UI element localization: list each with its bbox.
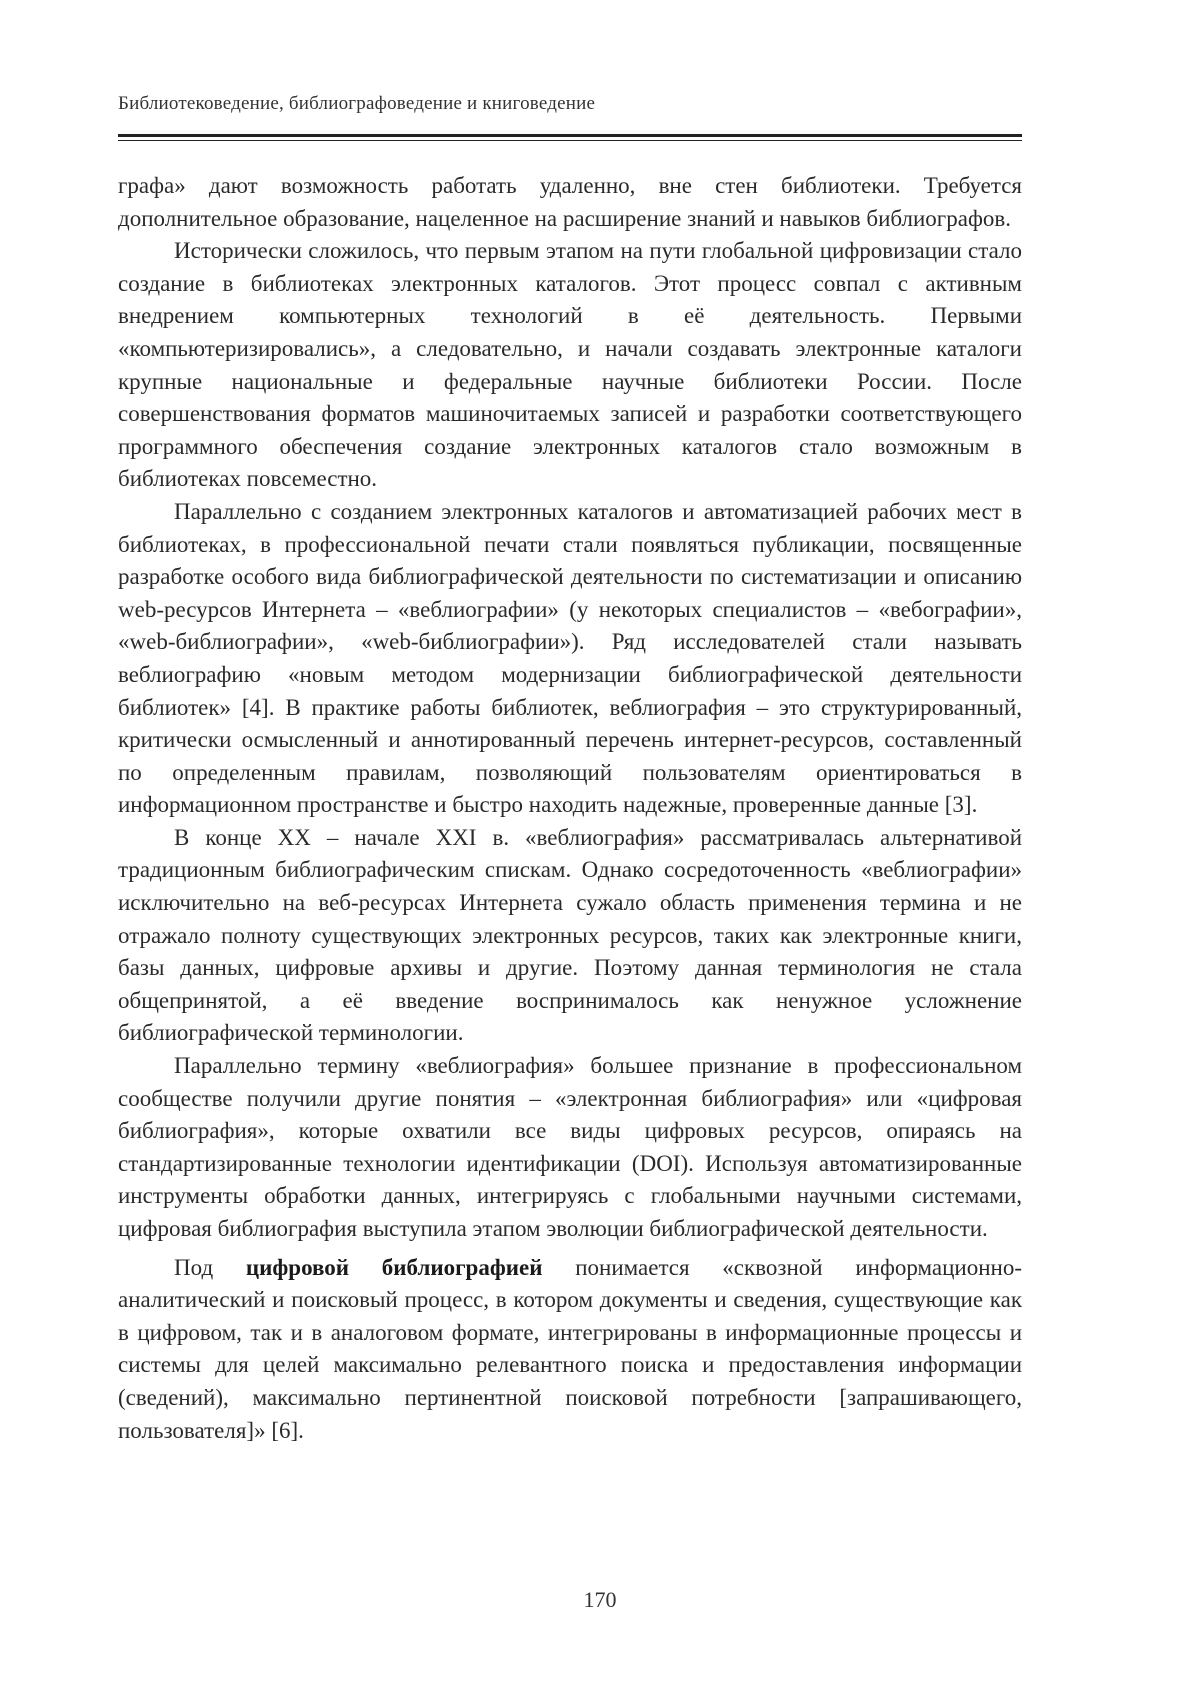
paragraph-continuation: графа» дают возможность работать удаленно, вне стен библиотеки. Требуется дополнительное образование, нацеленное на расширение знаний и навыков библиографов. (118, 173, 1022, 231)
definition-lead: Под (174, 1254, 246, 1280)
running-header: Библиотековедение, библиографоведение и книговедение (118, 93, 596, 114)
header-rule-thick (118, 134, 1022, 137)
definition-rest: понимается «сквозной информационно-аналитический и поисковый процесс, в котором документы и сведения, существующие как в цифровом, так и в аналоговом формате, интегрированы в информационные процессы и системы для целей максимально релевантного поиска и предоставления информации (сведений), максимально пертинентной поисковой потребности [запрашивающего, пользователя]» [6]. (118, 1254, 1022, 1443)
paragraph-electronic-catalogs: Исторически сложилось, что первым этапом на пути глобальной цифровизации стало создание в библиотеках электронных каталогов. Этот процесс совпал с активным внедрением компьютерных технологий в её деятельность. Первыми «компьютеризировались», а следовательно, и начали создавать электронные каталоги крупные национальные и федеральные научные библиотеки России. После совершенствования форматов машиночитаемых записей и разработки соответствующего программного обеспечения создание электронных каталогов стало возможным в библиотеках повсеместно. (118, 238, 1022, 492)
paragraph-webliography: Параллельно с созданием электронных каталогов и автоматизацией рабочих мест в библиотеках, в профессиональной печати стали появляться публикации, посвященные разработке особого вида библиографической деятельности по систематизации и описанию web-ресурсов Интернета – «веблиографии» (у некоторых специалистов – «вебографии», «web-библиографии», «web-библиографии»). Ряд исследователей стали называть веблиографию «новым методом модернизации библиографической деятельности библиотек» [4]. В практике работы библиотек, веблиография – это структурированный, критически осмысленный и аннотированный перечень интернет-ресурсов, составленный по определенным правилам, позволяющий пользователям ориентироваться в информационном пространстве и быстро находить надежные, проверенные данные [3]. (118, 498, 1022, 818)
paragraph-digital-bibliography-terms: Параллельно термину «веблиография» большее признание в профессиональном сообществе получили другие понятия – «электронная библиография» или «цифровая библиография», которые охватили все виды цифровых ресурсов, опираясь на стандартизированные технологии идентификации (DOI). Используя автоматизированные инструменты обработки данных, интегрируясь с глобальными научными системами, цифровая библиография выступила этапом эволюции библиографической деятельности. (118, 1053, 1022, 1241)
header-rule-thin (118, 140, 1022, 141)
page-number: 170 (583, 1587, 617, 1612)
definition-term: цифровой библиографией (245, 1254, 543, 1280)
paragraph-xx-xxi-century: В конце XX – начале XXI в. «веблиография» рассматривалась альтернативой традиционным библиографическим спискам. Однако сосредоточенность «веблиографии» исключительно на веб-ресурсах Интернета сужало область применения термина и не отражало полноту существующих электронных ресурсов, таких как электронные книги, базы данных, цифровые архивы и другие. Поэтому данная терминология не стала общепринятой, а её введение воспринималось как ненужное усложнение библиографической терминологии. (118, 824, 1022, 1046)
paragraph-definition (118, 1252, 1022, 1448)
body-text (118, 170, 1022, 1447)
